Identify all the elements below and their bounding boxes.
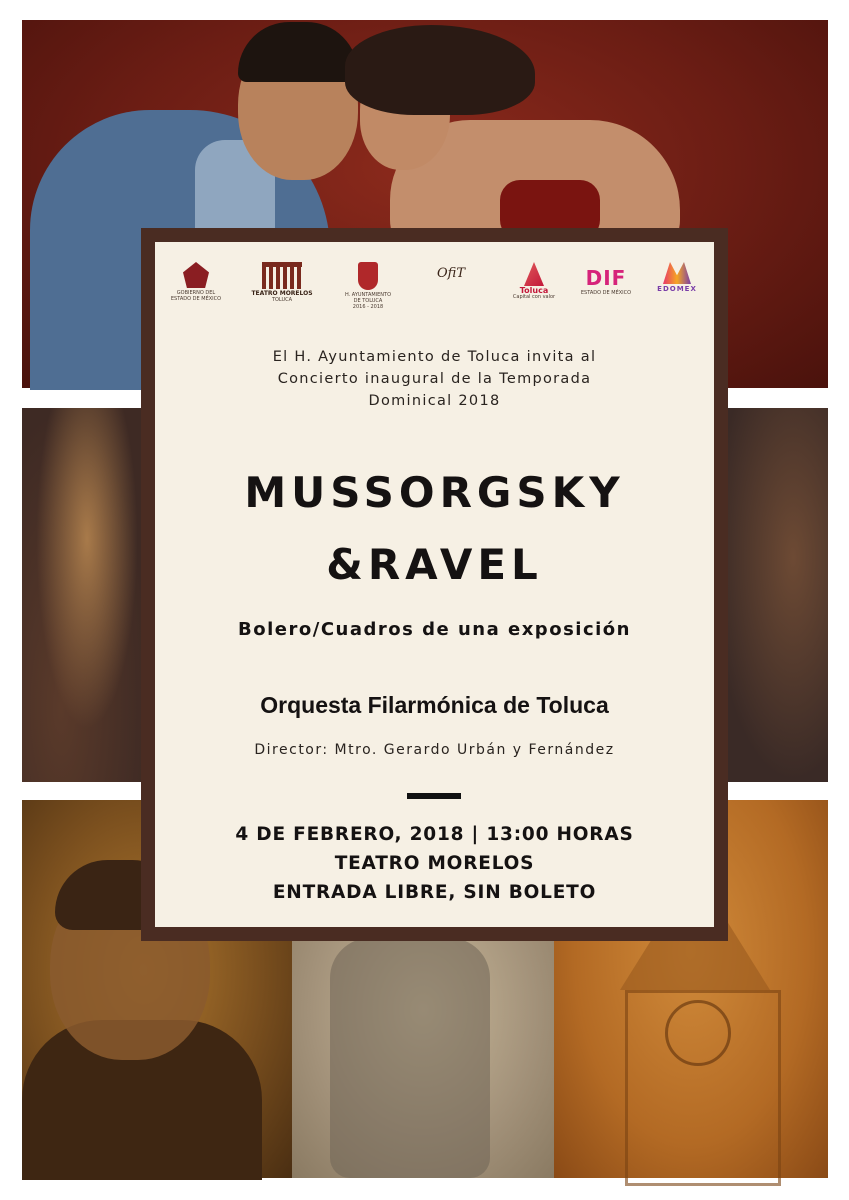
toluca-logo: Toluca Capital con valor: [503, 260, 565, 316]
title-composer-2: &RAVEL: [326, 540, 543, 589]
event-admission: ENTRADA LIBRE, SIN BOLETO: [272, 882, 597, 903]
edomex-logo: EDOMEX: [645, 260, 709, 316]
title-composer-1: MUSSORGSKY: [244, 468, 625, 517]
painting-left: [22, 408, 152, 782]
teatro-morelos-logo: TEATRO MORELOS TOLUCA: [247, 260, 317, 316]
edomex-government-logo: GOBIERNO DEL ESTADO DE MÉXICO: [165, 260, 227, 316]
volcano-icon: [524, 262, 544, 286]
crest-icon: [358, 262, 378, 290]
ofit-logo: OfiT: [437, 266, 465, 281]
painting-right: [712, 408, 828, 782]
theater-building-icon: [262, 262, 302, 289]
sponsor-logos: [155, 260, 714, 320]
invitation-text: El H. Ayuntamiento de Toluca invita al Concierto inaugural de la Temporada Dominical 2018: [272, 349, 597, 409]
coat-of-arms-icon: [183, 262, 209, 288]
event-date-time: 4 DE FEBRERO, 2018 | 13:00 HORAS: [235, 824, 634, 845]
ayuntamiento-logo: H. AYUNTAMIENTO DE TOLUCA 2016 - 2018: [337, 260, 399, 316]
edomex-m-icon: [663, 262, 691, 284]
divider-bar: [407, 793, 461, 799]
dif-logo: DIF ESTADO DE MÉXICO: [580, 266, 632, 296]
clock-icon: [665, 1000, 731, 1066]
sketch-figure: [330, 938, 490, 1178]
event-details: [155, 820, 714, 907]
orchestra-name: Orquesta Filarmónica de Toluca: [260, 692, 609, 718]
program-subtitle: Bolero/Cuadros de una exposición: [238, 619, 631, 640]
director-credit: Director: Mtro. Gerardo Urbán y Fernández: [254, 742, 615, 758]
invitation-card: [155, 242, 714, 927]
event-venue: TEATRO MORELOS: [334, 853, 535, 874]
